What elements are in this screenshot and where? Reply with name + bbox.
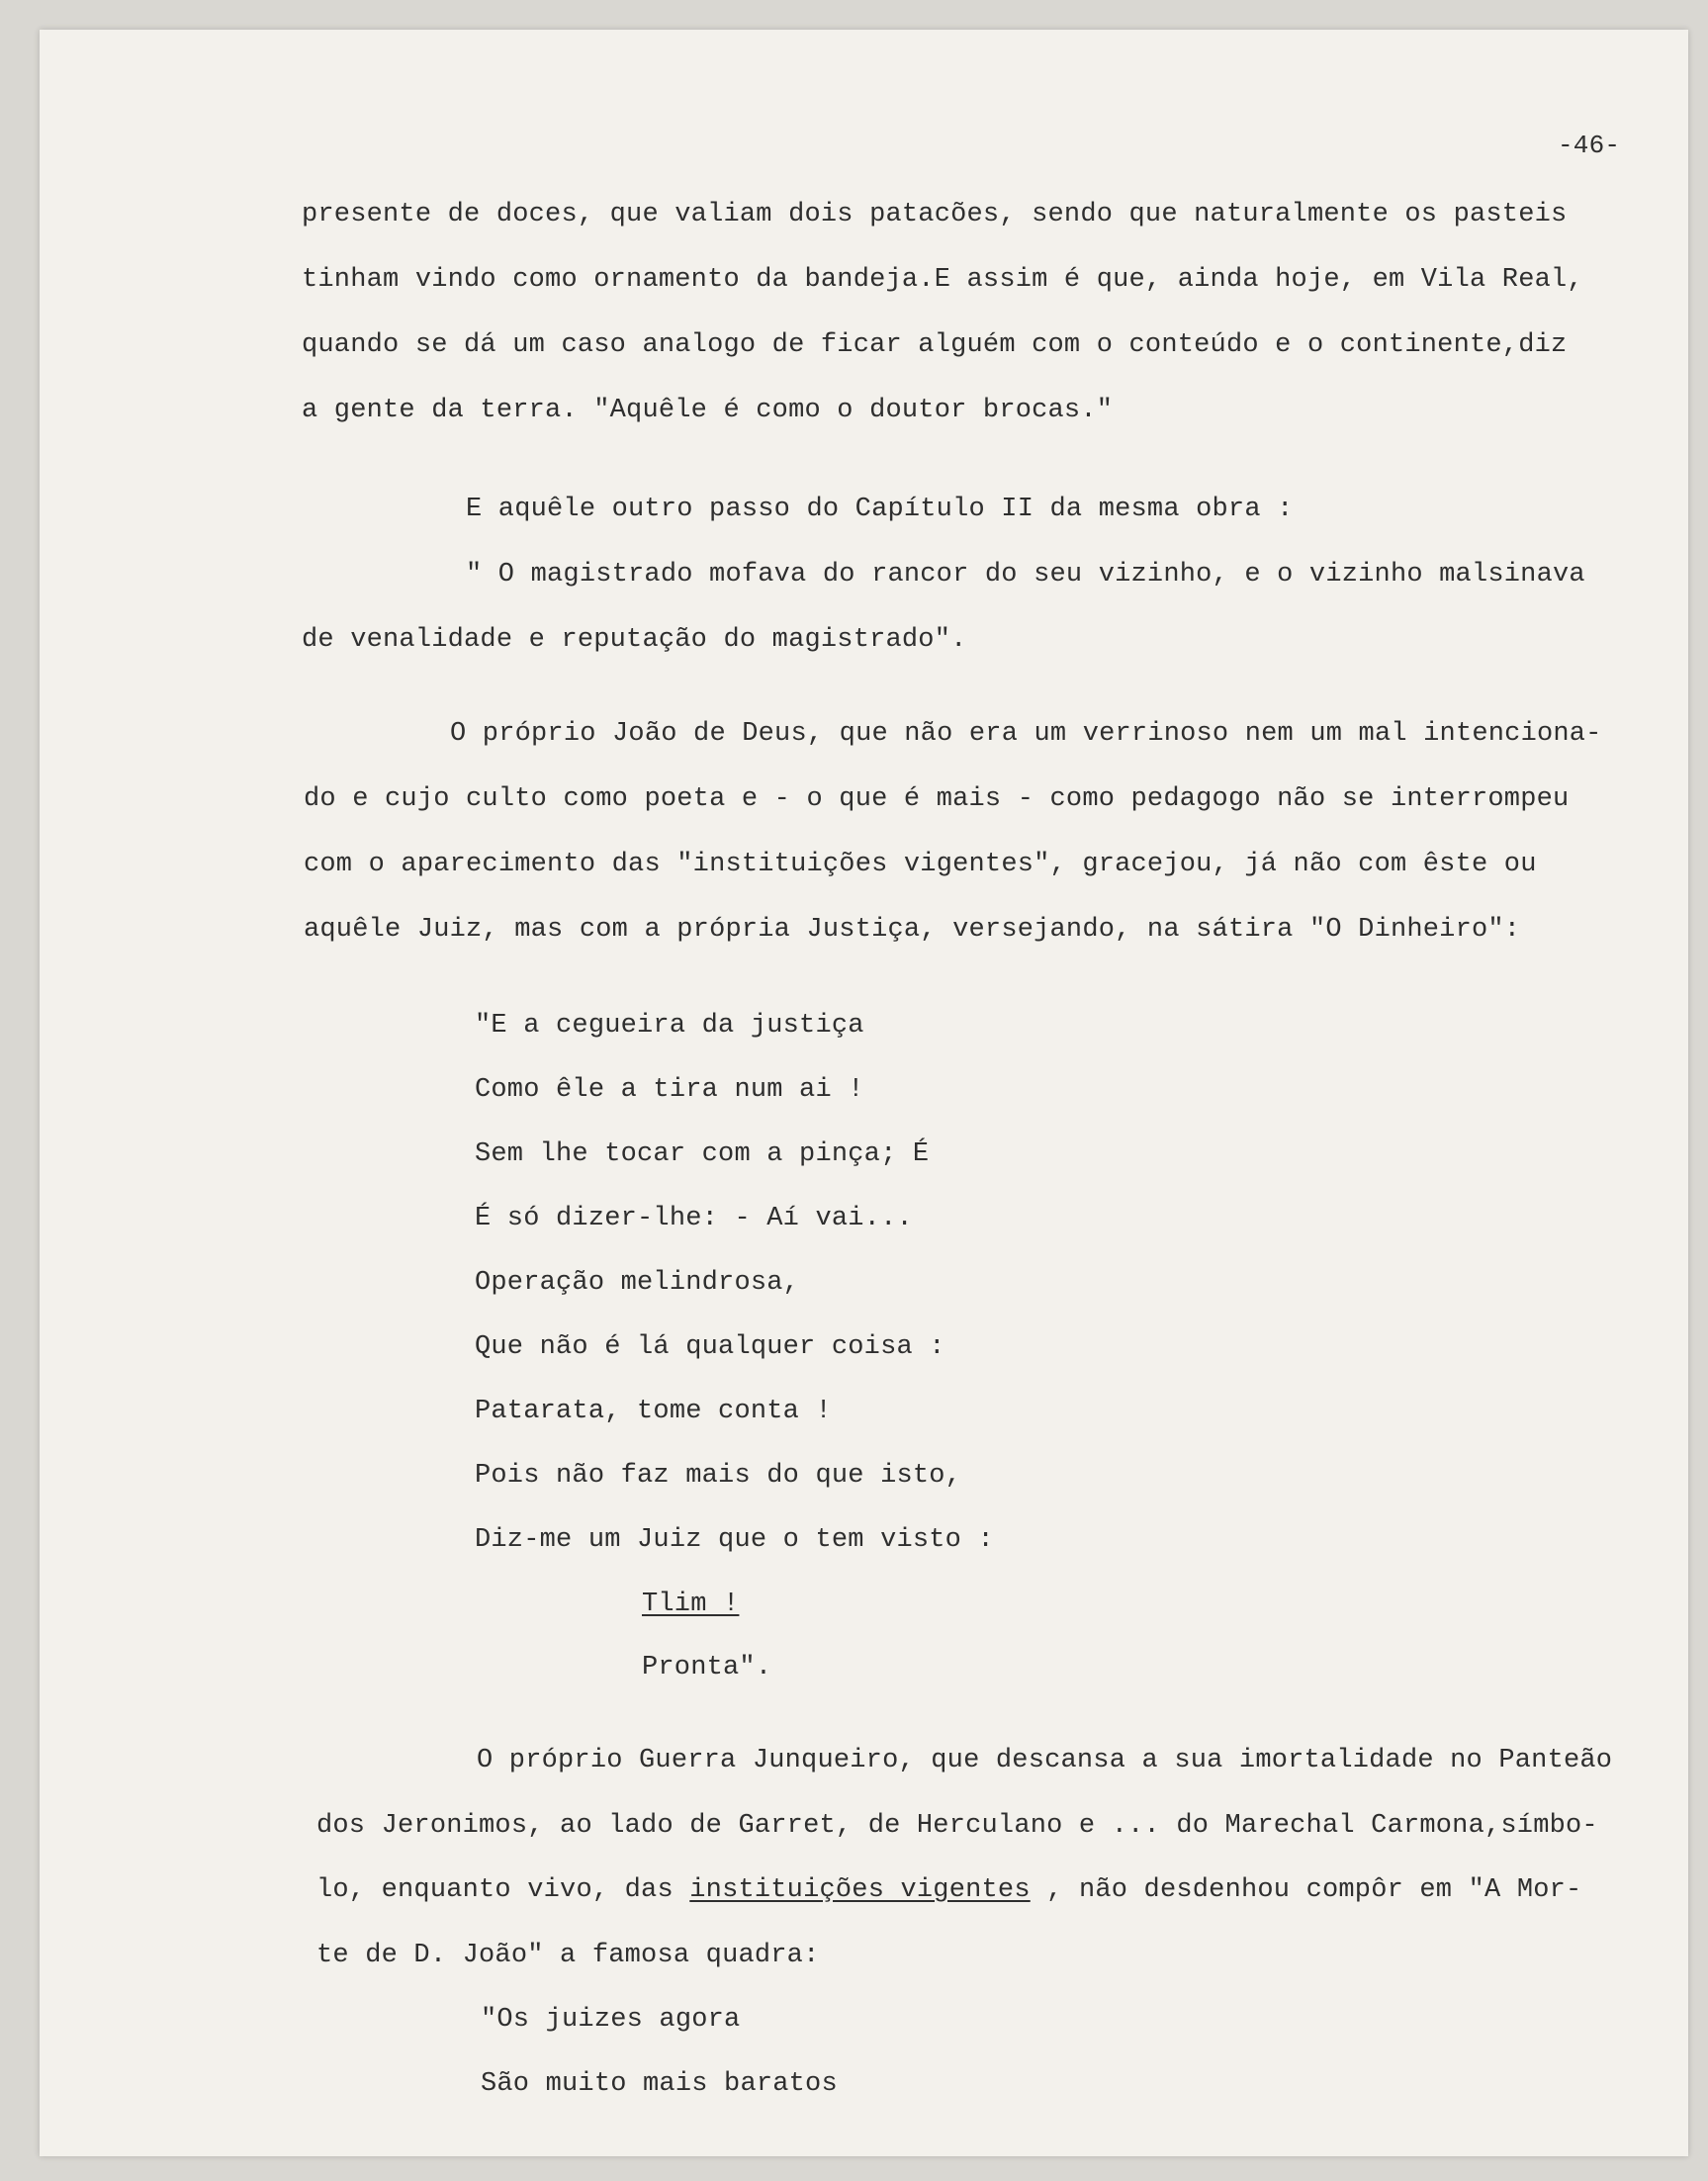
verse2-line-2: São muito mais baratos	[481, 2069, 838, 2099]
verse1-line-7: Patarata, tome conta !	[475, 1397, 832, 1426]
verse1-tlim: Tlim !	[642, 1590, 740, 1619]
verse1-line-1: "E a cegueira da justiça	[475, 1011, 864, 1041]
verse1-line-8: Pois não faz mais do que isto,	[475, 1461, 962, 1491]
para1-line-1: presente de doces, que valiam dois patacões, sendo que naturalmente os pasteis	[302, 200, 1568, 229]
underlined-phrase: instituições vigentes	[689, 1875, 1031, 1905]
page-number: -46-	[1558, 131, 1621, 160]
para1-line-2: tinham vindo como ornamento da bandeja.E assim é que, ainda hoje, em Vila Real,	[302, 265, 1583, 295]
verse1-line-9: Diz-me um Juiz que o tem visto :	[475, 1525, 994, 1555]
para1-line-3: quando se dá um caso analogo de ficar alguém com o conteúdo e o continente,diz	[302, 330, 1568, 360]
para2-line-3: de venalidade e reputação do magistrado".	[302, 625, 967, 655]
para3-line-4: aquêle Juiz, mas com a própria Justiça, versejando, na sátira "O Dinheiro":	[304, 915, 1521, 945]
verse1-line-3: Sem lhe tocar com a pinça; É	[475, 1139, 930, 1169]
verse1-line-4: É só dizer-lhe: - Aí vai...	[475, 1204, 913, 1233]
verse1-line-5: Operação melindrosa,	[475, 1268, 800, 1298]
verse1-line-6: Que não é lá qualquer coisa :	[475, 1332, 945, 1362]
verse1-line-2: Como êle a tira num ai !	[475, 1075, 864, 1105]
para4-line-2: dos Jeronimos, ao lado de Garret, de Herculano e ... do Marechal Carmona,símbo-	[316, 1811, 1598, 1841]
para3-line-1: O próprio João de Deus, que não era um verrinoso nem um mal intenciona-	[450, 719, 1602, 749]
para1-line-4: a gente da terra. "Aquêle é como o doutor brocas."	[302, 396, 1114, 425]
para2-line-1: E aquêle outro passo do Capítulo II da mesma obra :	[466, 495, 1294, 524]
verse2-line-1: "Os juizes agora	[481, 2005, 741, 2035]
para4-line3-after: , não desdenhou compôr em "A Mor-	[1030, 1875, 1582, 1905]
typewritten-page	[40, 30, 1688, 2156]
para4-line3-before: lo, enquanto vivo, das	[316, 1875, 690, 1905]
para2-line-2: " O magistrado mofava do rancor do seu vizinho, e o vizinho malsinava	[466, 560, 1585, 590]
verse1-pronta: Pronta".	[642, 1653, 772, 1682]
para3-line-3: com o aparecimento das "instituições vigentes", gracejou, já não com êste ou	[304, 850, 1537, 879]
para4-line-3	[316, 1875, 1581, 1905]
para4-line-1: O próprio Guerra Junqueiro, que descansa a sua imortalidade no Panteão	[477, 1746, 1613, 1775]
para4-line-4: te de D. João" a famosa quadra:	[316, 1941, 820, 1970]
para3-line-2: do e cujo culto como poeta e - o que é mais - como pedagogo não se interrompeu	[304, 784, 1570, 814]
